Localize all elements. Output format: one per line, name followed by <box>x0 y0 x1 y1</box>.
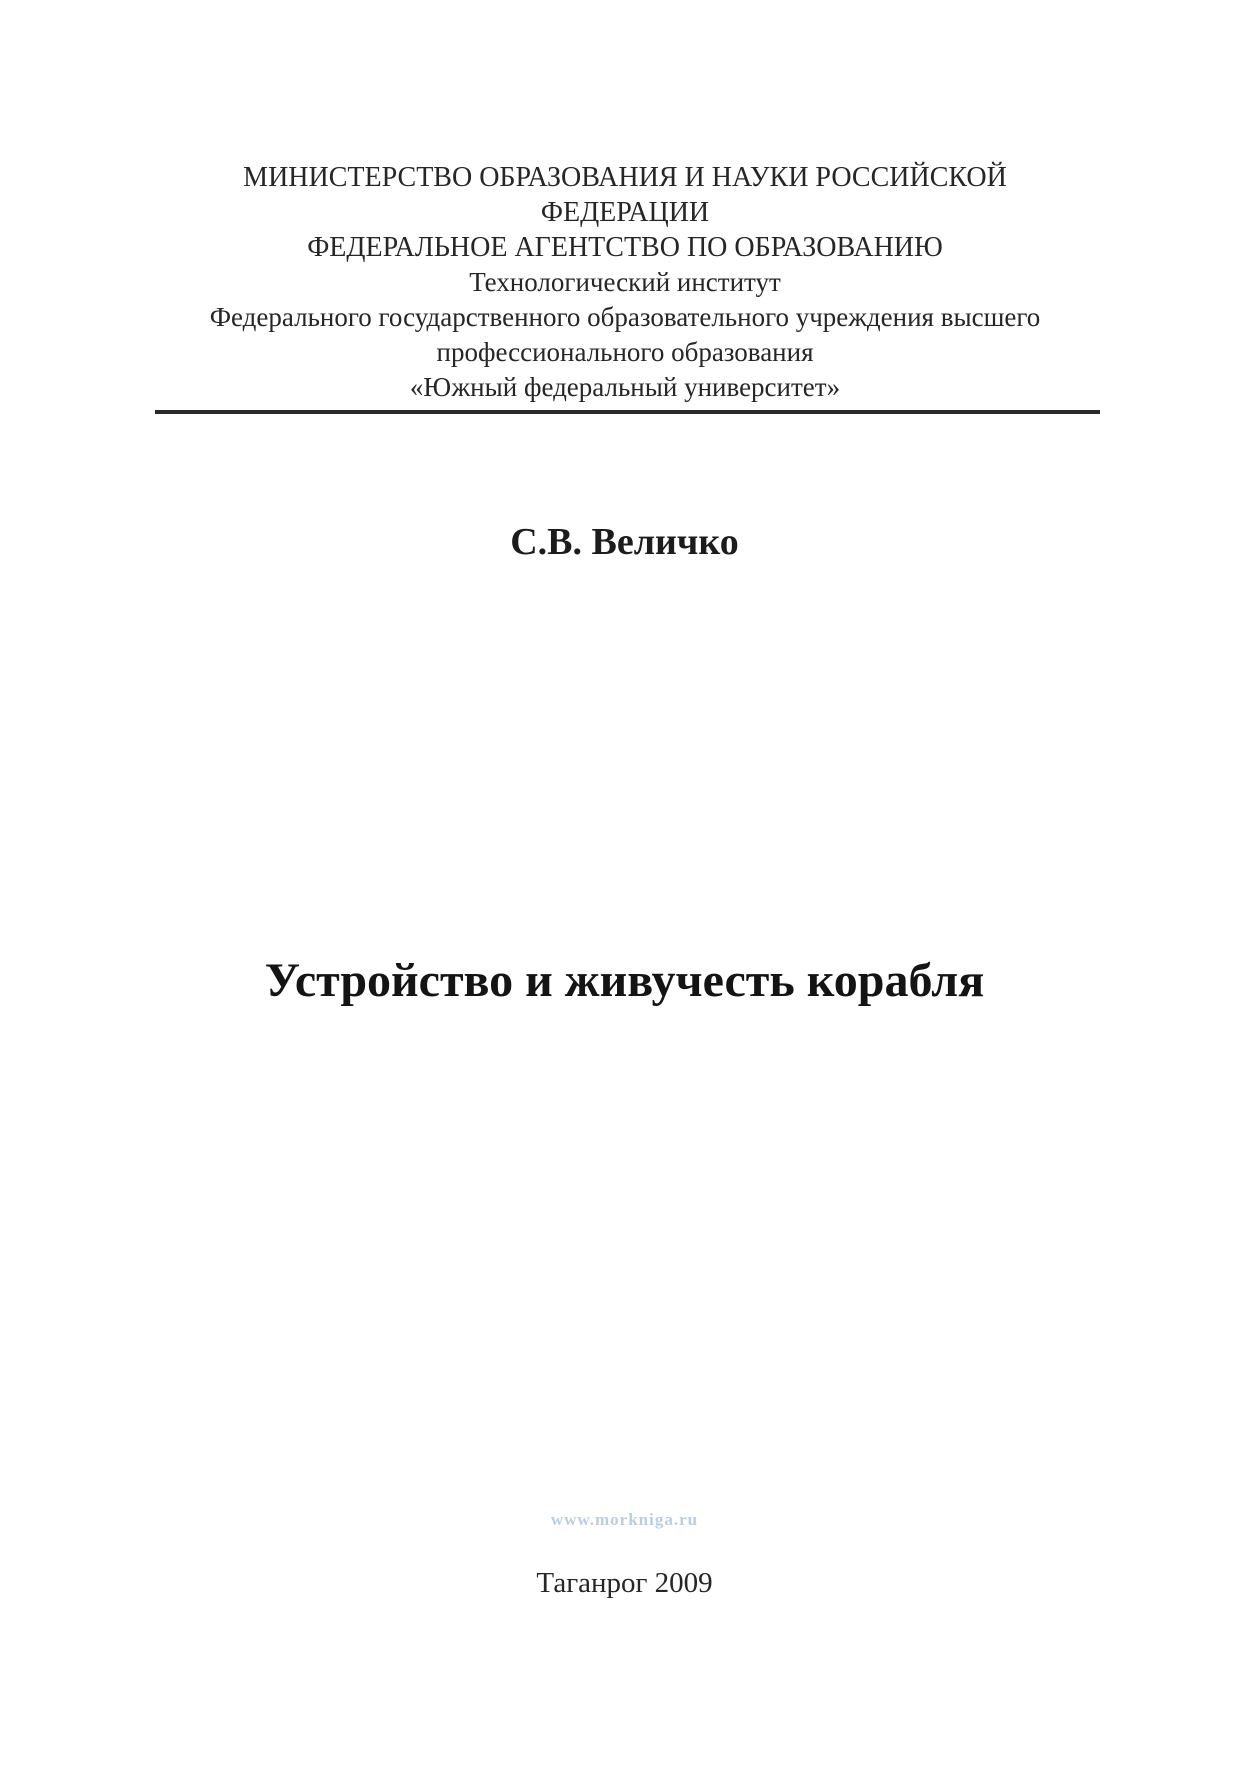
header-divider <box>155 410 1100 414</box>
education-line: профессионального образования <box>436 337 814 367</box>
university-line: «Южный федеральный университет» <box>409 372 841 402</box>
ministry-line-2: ФЕДЕРАЦИИ <box>540 197 710 228</box>
book-title: Устройство и живучесть корабля <box>264 954 985 1007</box>
city-year: Таганрог 2009 <box>536 1567 713 1599</box>
watermark-text: www.morkniga.ru <box>550 1510 699 1529</box>
institute-line: Технологический институт <box>469 267 781 297</box>
federal-institution-line: Федерального государственного образовательного учреждения высшего <box>209 302 1041 332</box>
ministry-line-1: МИНИСТЕРСТВО ОБРАЗОВАНИЯ И НАУКИ РОССИЙСКОЙ <box>243 162 1007 193</box>
agency-line: ФЕДЕРАЛЬНОЕ АГЕНТСТВО ПО ОБРАЗОВАНИЮ <box>307 232 943 263</box>
institution-header <box>150 160 1100 405</box>
author-name: С.В. Величко <box>510 521 739 563</box>
